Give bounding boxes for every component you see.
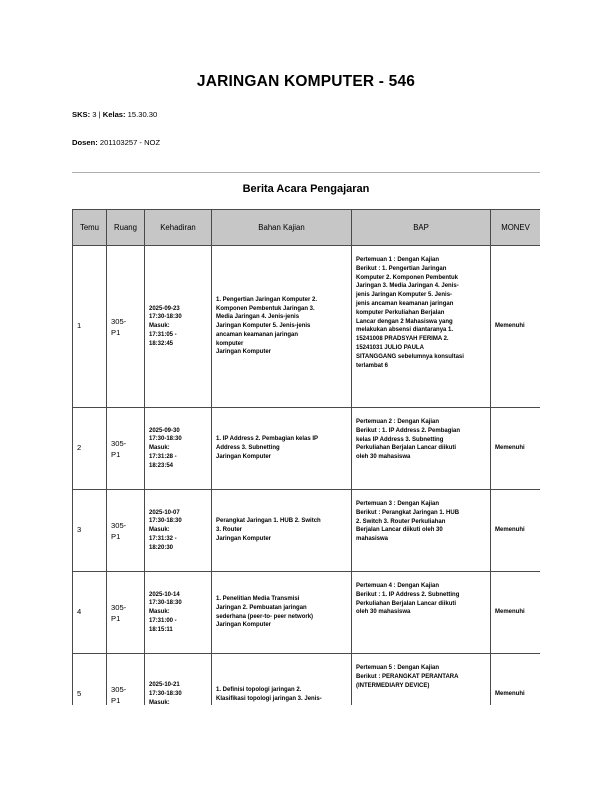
kehadiran-cell-line: 2025-10-14 <box>149 591 180 598</box>
kehadiran-cell-line: 17:30-18:30 <box>149 436 182 443</box>
bap-cell-line: 15241031 JULIO PAULA <box>356 344 424 351</box>
bahan-kajian-cell-line: Jaringan Komputer <box>216 622 272 629</box>
ruang-cell-line: P1 <box>111 531 121 541</box>
kehadiran-cell-line: 17:31:00 - <box>149 617 177 624</box>
bap-cell-line: oleh 30 mahasiswa <box>356 454 411 461</box>
bap-cell-line: Perkuliahan Berjalan Lancar diikuti <box>356 600 457 607</box>
bahan-kajian-cell <box>212 572 352 654</box>
kehadiran-cell-line: 2025-09-30 <box>149 427 180 434</box>
kehadiran-cell-line: 2025-10-07 <box>149 509 180 516</box>
table-row <box>73 246 541 408</box>
dosen-value: 201103257 - NOZ <box>99 138 161 147</box>
bahan-kajian-cell-line: 1. Pengertian Jaringan Komputer 2. <box>216 296 318 303</box>
bap-cell-line: jenis Jaringan Komputer 5. Jenis- <box>356 292 453 299</box>
bap-cell-line: Pertemuan 5 : Dengan Kajian <box>356 665 440 671</box>
sks-value: 3 <box>92 110 97 119</box>
section-title: Berita Acara Pengajaran <box>242 183 370 195</box>
bap-cell <box>352 408 491 490</box>
ruang-cell-line: 305- <box>111 602 127 612</box>
temu-cell: 3 <box>73 490 107 572</box>
kehadiran-cell-line: Masuk: <box>149 323 170 330</box>
ruang-cell-line: 305- <box>111 520 127 530</box>
bap-cell <box>352 246 491 408</box>
kehadiran-cell-line: 17:30-18:30 <box>149 518 182 525</box>
bahan-kajian-cell-line: Perangkat Jaringan 1. HUB 2. Switch <box>216 518 321 525</box>
column-header-kehadiran: Kehadiran <box>145 210 212 246</box>
column-header-bahan-kajian: Bahan Kajian <box>212 210 352 246</box>
bap-cell-line: melakukan absensi diantaranya 1. <box>356 327 454 334</box>
kehadiran-cell-line: 18:15:11 <box>149 626 173 633</box>
bap-cell-line: 2. Switch 3. Router Perkuliahan <box>356 518 446 525</box>
kelas-value: 15.30.30 <box>127 110 158 119</box>
column-header-ruang: Ruang <box>107 210 145 246</box>
ruang-cell-line: P1 <box>111 695 121 705</box>
bahan-kajian-cell-line: Media Jaringan 4. Jenis-jenis <box>216 314 300 321</box>
monev-cell: Memenuhi <box>491 246 541 408</box>
kehadiran-cell-line: Masuk: <box>149 609 170 616</box>
kehadiran-cell <box>145 246 212 408</box>
bap-cell-line: Berikut : 1. IP Address 2. Pembagian <box>356 427 461 434</box>
kehadiran-cell <box>145 654 212 706</box>
kehadiran-cell-line: Masuk: <box>149 527 170 534</box>
ruang-cell-line: P1 <box>111 327 121 337</box>
kehadiran-cell-line: 17:30-18:30 <box>149 314 182 321</box>
dosen-label: Dosen: <box>72 138 98 147</box>
temu-cell: 4 <box>73 572 107 654</box>
sks-label: SKS: <box>72 110 91 119</box>
bap-cell-line: Berjalan Lancar diikuti oleh 30 <box>356 527 443 534</box>
bap-cell-line: kelas IP Address 3. Subnetting <box>356 436 444 443</box>
kehadiran-cell-line: 17:31:05 - <box>149 331 177 338</box>
bap-cell-line: (INTERMEDIARY DEVICE) <box>356 682 430 689</box>
table-row <box>73 408 541 490</box>
bap-cell-line: terlambat 6 <box>356 362 389 369</box>
bap-cell-line: Berikut : Perangkat Jaringan 1. HUB <box>356 509 460 516</box>
bahan-kajian-cell-line: 1. Definisi topologi jaringan 2. <box>216 686 302 693</box>
lecturer-info <box>72 138 160 147</box>
bap-cell-line: Berikut : 1. Pengertian Jaringan <box>356 265 447 272</box>
monev-cell: Memenuhi <box>491 490 541 572</box>
temu-cell: 5 <box>73 654 107 706</box>
bahan-kajian-cell-line: 3. Router <box>216 527 243 534</box>
temu-cell: 2 <box>73 408 107 490</box>
ruang-cell <box>107 654 145 706</box>
bahan-kajian-cell-line: Komponen Pembentuk Jaringan 3. <box>216 305 315 312</box>
kehadiran-cell-line: 2025-10-21 <box>149 682 180 689</box>
bahan-kajian-cell-line: Jaringan Komputer <box>216 349 272 356</box>
divider <box>72 172 540 173</box>
table-body <box>73 246 541 706</box>
table-row <box>73 572 541 654</box>
bahan-kajian-cell-line: 1. Penelitian Media Transmisi <box>216 595 300 602</box>
meta-separator: | <box>98 110 101 119</box>
column-header-temu: Temu <box>73 210 107 246</box>
kehadiran-cell-line: 18:32:45 <box>149 340 174 347</box>
monev-cell: Memenuhi <box>491 408 541 490</box>
bap-cell <box>352 654 491 706</box>
bahan-kajian-cell-line: Jaringan 2. Pembuatan jaringan <box>216 604 307 611</box>
bahan-kajian-cell-line: Jaringan Komputer <box>216 453 272 460</box>
table-header-row <box>73 210 541 246</box>
bahan-kajian-cell-line: komputer <box>216 340 244 347</box>
ruang-cell <box>107 408 145 490</box>
bahan-kajian-cell <box>212 490 352 572</box>
bap-cell-line: Jaringan 3. Media Jaringan 4. Jenis- <box>356 283 459 290</box>
course-title: JARINGAN KOMPUTER - 546 <box>196 73 416 90</box>
ruang-cell-line: 305- <box>111 316 127 326</box>
temu-cell: 1 <box>73 246 107 408</box>
bap-cell-line: Berikut : PERANGKAT PERANTARA <box>356 673 459 680</box>
bahan-kajian-cell-line: sederhana (peer-to- peer network) <box>216 613 314 620</box>
bap-cell-line: Lancar dengan 2 Mahasiswa yang <box>356 318 453 325</box>
course-meta <box>72 110 157 119</box>
bap-cell-line: SITANGGANG sebelumnya konsultasi <box>356 353 464 360</box>
bap-cell-line: 15241008 PRADSYAH FERIMA 2. <box>356 336 449 343</box>
kehadiran-cell-line: Masuk: <box>149 445 170 452</box>
bap-cell-line: Pertemuan 1 : Dengan Kajian <box>356 257 440 263</box>
kehadiran-cell-line: 17:30-18:30 <box>149 600 182 607</box>
kehadiran-cell <box>145 408 212 490</box>
kehadiran-cell-line: 18:23:54 <box>149 462 174 469</box>
bap-cell-line: Pertemuan 3 : Dengan Kajian <box>356 501 440 507</box>
ruang-cell-line: P1 <box>111 449 121 459</box>
bap-cell-line: Komputer 2. Komponen Pembentuk <box>356 274 459 281</box>
teaching-log-table-container <box>72 209 540 705</box>
bahan-kajian-cell <box>212 408 352 490</box>
bahan-kajian-cell-line: Jaringan Komputer 5. Jenis-jenis <box>216 323 311 330</box>
bap-cell-line: Pertemuan 2 : Dengan Kajian <box>356 419 440 425</box>
bap-cell-line: Berikut : 1. IP Address 2. Subnetting <box>356 591 460 598</box>
ruang-cell-line: 305- <box>111 684 127 694</box>
bap-cell-line: komputer Perkuliahan Berjalan <box>356 309 445 316</box>
bahan-kajian-cell-line: Klasifikasi topologi jaringan 3. Jenis- <box>216 695 322 702</box>
ruang-cell-line: P1 <box>111 613 121 623</box>
kehadiran-cell-line: 17:31:32 - <box>149 535 177 542</box>
table-row <box>73 654 541 706</box>
teaching-log-table <box>72 209 540 705</box>
monev-cell: Memenuhi <box>491 654 541 706</box>
bahan-kajian-cell <box>212 654 352 706</box>
bahan-kajian-cell-line: Jaringan Komputer <box>216 535 272 542</box>
kehadiran-cell <box>145 490 212 572</box>
bahan-kajian-cell-line: Address 3. Subnetting <box>216 445 280 452</box>
column-header-bap: BAP <box>352 210 491 246</box>
kehadiran-cell-line: 17:30-18:30 <box>149 691 182 698</box>
kehadiran-cell-line: 18:20:30 <box>149 544 174 551</box>
kehadiran-cell-line: 2025-09-23 <box>149 305 180 312</box>
bahan-kajian-cell-line: 1. IP Address 2. Pembagian kelas IP <box>216 436 319 443</box>
bap-cell-line: Pertemuan 4 : Dengan Kajian <box>356 583 440 589</box>
ruang-cell <box>107 572 145 654</box>
kehadiran-cell <box>145 572 212 654</box>
bap-cell-line: mahasiswa <box>356 536 389 543</box>
bahan-kajian-cell <box>212 246 352 408</box>
kehadiran-cell-line: Masuk: <box>149 699 170 705</box>
ruang-cell-line: 305- <box>111 438 127 448</box>
ruang-cell <box>107 246 145 408</box>
bahan-kajian-cell-line: ancaman keamanan jaringan <box>216 331 299 338</box>
bap-cell-line: Perkuliahan Berjalan Lancar diikuti <box>356 445 457 452</box>
kehadiran-cell-line: 17:31:28 - <box>149 453 177 460</box>
table-row <box>73 490 541 572</box>
kelas-label: Kelas: <box>102 110 126 119</box>
ruang-cell <box>107 490 145 572</box>
column-header-monev: MONEV <box>491 210 541 246</box>
bap-cell-line: jenis ancaman keamanan jaringan <box>356 300 454 307</box>
bap-cell <box>352 572 491 654</box>
bap-cell <box>352 490 491 572</box>
monev-cell: Memenuhi <box>491 572 541 654</box>
bap-cell-line: oleh 30 mahasiswa <box>356 609 411 616</box>
